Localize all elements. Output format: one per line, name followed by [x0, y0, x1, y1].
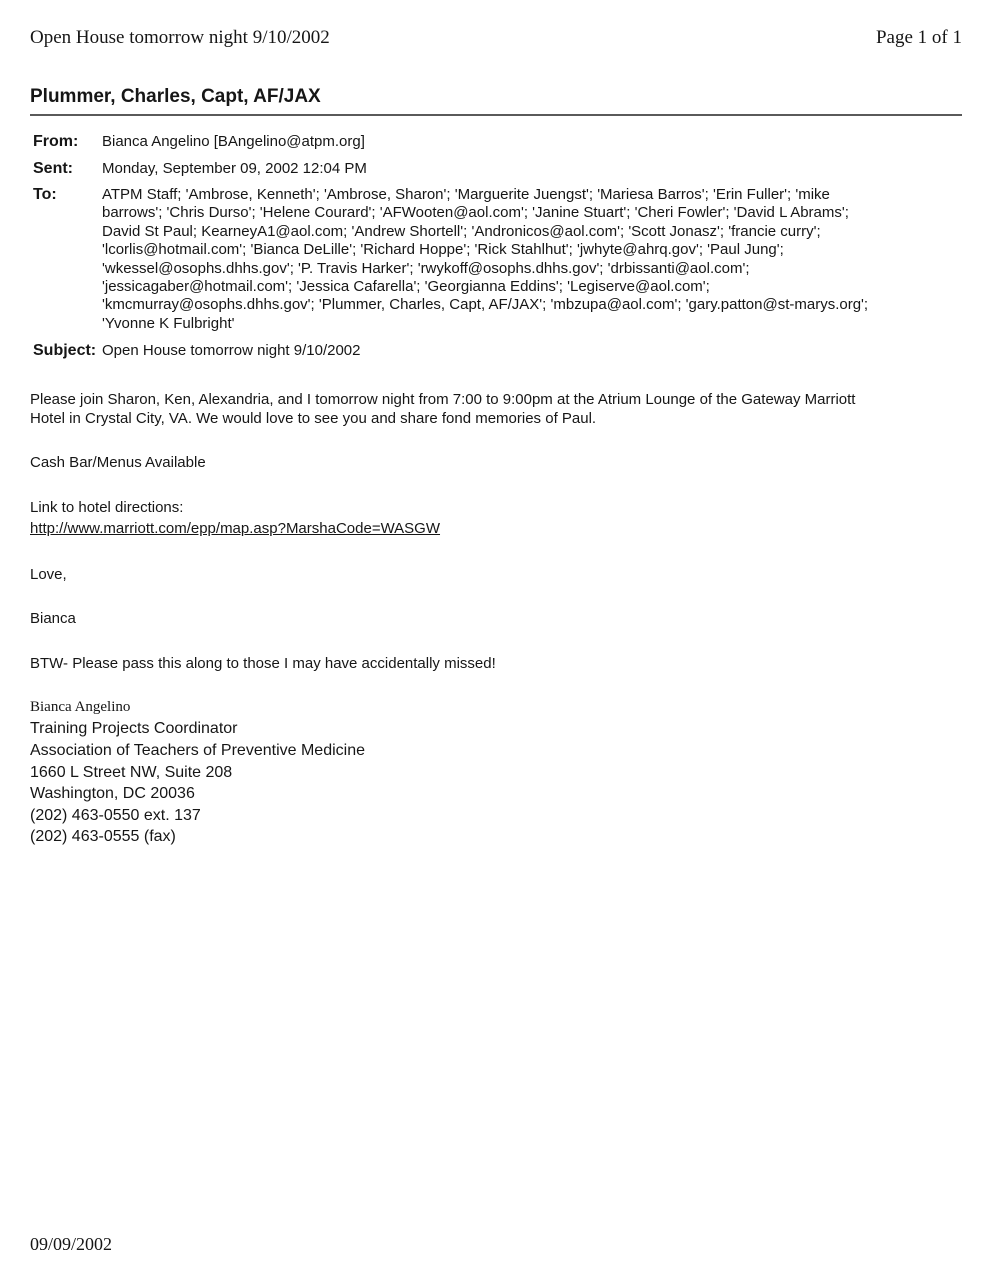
signature-organization: Association of Teachers of Preventive Medicine — [30, 742, 365, 759]
from-label: From: — [33, 133, 79, 150]
postscript-note: BTW- Please pass this along to those I may have accidentally missed! — [30, 655, 496, 672]
invitation-line: Hotel in Crystal City, VA. We would love to see you and share fond memories of Paul. — [30, 410, 597, 427]
print-header-title: Open House tomorrow night 9/10/2002 — [30, 27, 330, 48]
to-recipients-line: barrows'; 'Chris Durso'; 'Helene Courard'; 'AFWooten@aol.com'; 'Janine Stuart'; 'Cheri Fowler'; 'David L Abrams'; — [102, 204, 849, 222]
page-number: Page 1 of 1 — [875, 27, 962, 48]
signature-name: Bianca Angelino — [30, 699, 131, 715]
subject-label: Subject: — [33, 342, 97, 359]
closing-love: Love, — [30, 566, 67, 583]
to-recipients-line: 'lcorlis@hotmail.com'; 'Bianca DeLille'; 'Richard Hoppe'; 'Rick Stahlhut'; 'jwhyte@ahrq.gov'; 'Paul Jung'; — [102, 241, 784, 259]
signature-fax: (202) 463-0555 (fax) — [30, 828, 176, 845]
subject-value: Open House tomorrow night 9/10/2002 — [102, 342, 361, 359]
to-recipients — [102, 186, 958, 333]
invitation-paragraph — [30, 390, 950, 428]
to-recipients-line: 'wkessel@osophs.dhhs.gov'; 'P. Travis Harker'; 'rwykoff@osophs.dhhs.gov'; 'drbissanti@aol.com'; — [102, 259, 750, 277]
to-recipients-line: 'kmcmurray@osophs.dhhs.gov'; 'Plummer, Charles, Capt, AF/JAX'; 'mbzupa@aol.com'; 'gary.patton@st-marys.org'; — [102, 296, 869, 314]
directions-label: Link to hotel directions: — [30, 499, 184, 516]
signature-city: Washington, DC 20036 — [30, 785, 195, 802]
print-footer-date: 09/09/2002 — [30, 1234, 113, 1254]
header-divider — [30, 114, 962, 116]
sent-value: Monday, September 09, 2002 12:04 PM — [102, 160, 367, 177]
signature-street: 1660 L Street NW, Suite 208 — [30, 764, 233, 781]
to-recipients-line: David St Paul; KearneyA1@aol.com; 'Andrew Shortell'; 'Andronicos@aol.com'; 'Scott Jonasz'; 'francie curry'; — [102, 222, 821, 240]
hotel-directions-link[interactable]: http://www.marriott.com/epp/map.asp?MarshaCode=WASGW — [30, 520, 441, 537]
mailbox-owner-name: Plummer, Charles, Capt, AF/JAX — [30, 86, 321, 107]
to-recipients-line: ATPM Staff; 'Ambrose, Kenneth'; 'Ambrose, Sharon'; 'Marguerite Juengst'; 'Mariesa Barros'; 'Erin Fuller'; 'mike — [102, 186, 830, 203]
cash-bar-note: Cash Bar/Menus Available — [30, 454, 206, 471]
to-recipients-line: 'Yvonne K Fulbright' — [102, 314, 235, 332]
closing-name: Bianca — [30, 610, 76, 627]
sent-label: Sent: — [33, 160, 73, 177]
signature-title: Training Projects Coordinator — [30, 720, 238, 737]
invitation-line: Please join Sharon, Ken, Alexandria, and I tomorrow night from 7:00 to 9:00pm at the Atrium Lounge of the Gateway Marriott — [30, 391, 856, 408]
from-value: Bianca Angelino [BAngelino@atpm.org] — [102, 133, 365, 150]
to-label: To: — [33, 186, 57, 203]
signature-phone: (202) 463-0550 ext. 137 — [30, 807, 201, 824]
to-recipients-line: 'jessicagaber@hotmail.com'; 'Jessica Cafarella'; 'Georgianna Eddins'; 'Legiserve@aol.com'; — [102, 278, 710, 296]
